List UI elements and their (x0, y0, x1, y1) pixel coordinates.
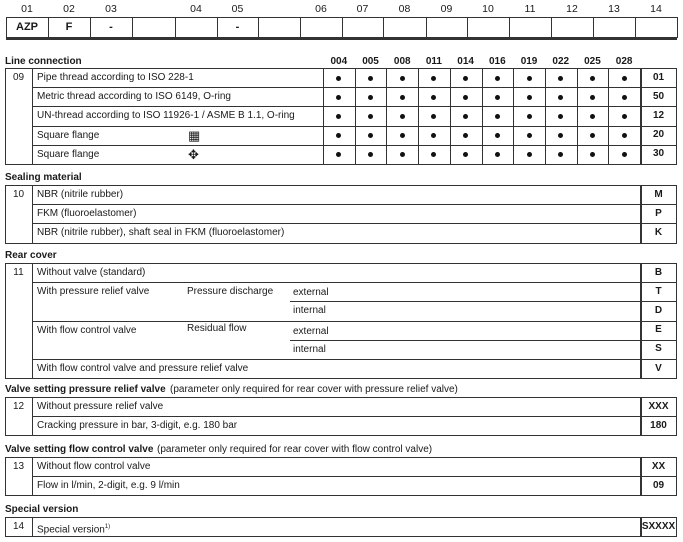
option-label: NBR (nitrile rubber) (37, 189, 124, 200)
availability-dot (400, 76, 405, 81)
size-label: 014 (457, 56, 474, 67)
option-sublabel: Residual flow (187, 322, 247, 334)
option-label: Without pressure relief valve (37, 401, 164, 412)
code-value: XX (651, 460, 666, 472)
code-box-9 (342, 17, 384, 38)
section-number: 14 (12, 521, 25, 532)
code-box-16 (635, 17, 678, 38)
availability-dot (527, 133, 532, 138)
option-label: Without flow control valve (37, 461, 151, 472)
availability-dot (527, 114, 532, 119)
position-label: 14 (650, 3, 662, 15)
code-value: 12 (652, 110, 665, 121)
section-number: 11 (13, 267, 24, 278)
availability-dot (463, 95, 468, 100)
divider (32, 106, 677, 107)
availability-dot (590, 114, 595, 119)
divider (32, 359, 677, 360)
code-value: T (655, 285, 662, 297)
size-label: 025 (584, 56, 601, 67)
divider (32, 321, 677, 322)
position-label: 13 (608, 3, 620, 15)
section-note: (parameter only required for rear cover with pressure relief valve) (170, 384, 458, 395)
option-label: Without valve (standard) (37, 267, 146, 278)
divider (482, 68, 483, 164)
code-value: 180 (650, 419, 667, 431)
availability-dot (495, 76, 500, 81)
availability-dot (336, 76, 341, 81)
availability-dot (527, 95, 532, 100)
code-value: 30 (652, 148, 665, 160)
code-box-13 (509, 17, 552, 38)
position-label: 12 (566, 3, 578, 15)
divider (323, 68, 324, 164)
divider (545, 68, 546, 164)
option-variant: external (293, 287, 329, 299)
code-value: S (655, 343, 662, 355)
position-label: 10 (482, 3, 494, 15)
option-sublabel: Pressure discharge (187, 286, 274, 298)
code-value: SXXXX (641, 520, 676, 532)
divider (32, 87, 677, 88)
option-label: Pipe thread according to ISO 228-1 (37, 72, 194, 83)
availability-dot (368, 76, 373, 81)
option-label: Flow in l/min, 2-digit, e.g. 9 l/min (37, 480, 180, 492)
divider (32, 68, 33, 164)
option-variant: internal (293, 343, 326, 355)
divider (32, 145, 677, 146)
size-label: 011 (425, 56, 442, 67)
availability-dot (527, 76, 532, 81)
code-box-value: - (109, 21, 113, 33)
code-value: 20 (652, 129, 665, 141)
availability-dot (400, 133, 405, 138)
section-number: 12 (12, 401, 25, 412)
code-box-5 (175, 17, 218, 38)
section-title: Special version (5, 504, 79, 515)
size-label: 022 (552, 56, 570, 67)
divider (32, 223, 677, 224)
option-label (37, 521, 110, 536)
position-label: 03 (105, 3, 117, 15)
divider (32, 204, 677, 205)
divider (640, 340, 677, 341)
divider (32, 185, 33, 243)
option-variant: internal (293, 305, 326, 317)
divider (450, 68, 451, 164)
code-value: K (654, 227, 663, 238)
code-box-value: AZP (16, 21, 38, 33)
code-value: 09 (652, 479, 665, 491)
code-box-8 (300, 17, 343, 38)
square-flange-cross-arrows-icon: ✥ (188, 146, 199, 162)
code-value: E (655, 324, 662, 336)
position-label: 08 (398, 3, 411, 15)
option-label: With flow control valve (37, 324, 137, 336)
size-label: 008 (393, 56, 411, 67)
divider (32, 126, 677, 127)
square-flange-pattern-icon: ▦ (188, 127, 201, 143)
availability-dot (590, 95, 595, 100)
divider (6, 38, 677, 40)
position-label: 07 (356, 3, 369, 15)
code-box-14 (551, 17, 594, 38)
divider (290, 301, 640, 302)
divider (32, 416, 677, 417)
availability-dot (622, 95, 627, 100)
section-title: Sealing material (5, 172, 82, 183)
position-label: 09 (440, 3, 453, 15)
position-label: 11 (524, 3, 536, 15)
section-title: Valve setting pressure relief valve (5, 384, 166, 395)
divider (32, 476, 677, 477)
size-label: 005 (362, 56, 379, 67)
code-value: B (654, 266, 663, 278)
footnote-marker: 1) (104, 524, 111, 530)
position-label: 04 (190, 3, 202, 15)
section-note: (parameter only required for rear cover with flow control valve) (157, 444, 433, 455)
option-label: With flow control valve and pressure relief valve (37, 363, 249, 374)
code-box-11 (426, 17, 468, 38)
code-box-10 (383, 17, 427, 38)
section-title: Valve setting flow control valve (5, 444, 154, 455)
section-title: Line connection (5, 56, 82, 67)
code-box-4 (132, 17, 176, 38)
size-label: 016 (489, 56, 506, 67)
divider (640, 301, 677, 302)
section-title: Rear cover (5, 250, 57, 261)
option-label: FKM (fluoroelastomer) (37, 208, 137, 220)
position-label: 06 (315, 3, 327, 15)
availability-dot (463, 76, 468, 81)
option-label: Square flange (37, 148, 100, 160)
code-value: P (655, 207, 662, 219)
section-number: 13 (12, 461, 25, 472)
size-label: 004 (330, 56, 348, 67)
availability-dot (622, 114, 627, 119)
code-value: XXX (648, 400, 669, 412)
code-value: 50 (652, 90, 665, 102)
option-label: Square flange (37, 129, 100, 141)
code-box-value: - (235, 21, 240, 33)
code-box-15 (593, 17, 636, 38)
divider (32, 282, 677, 283)
divider (418, 68, 419, 164)
special-version-label: Special version (37, 524, 105, 536)
option-variant: external (293, 325, 329, 337)
code-box-value: F (65, 21, 73, 33)
code-box-12 (467, 17, 510, 38)
availability-dot (400, 95, 405, 100)
availability-dot (558, 76, 563, 81)
position-label: 01 (21, 3, 33, 15)
section-number: 09 (12, 72, 25, 83)
option-label: Cracking pressure in bar, 3-digit, e.g. 180 bar (37, 420, 238, 432)
option-label: With pressure relief valve (37, 286, 150, 298)
option-label: UN-thread according to ISO 11926-1 / ASME B 1.1, O-ring (37, 110, 295, 122)
option-label: Metric thread according to ISO 6149, O-ring (37, 91, 231, 103)
code-value: 01 (652, 71, 665, 83)
divider (577, 68, 578, 164)
availability-dot (622, 133, 627, 138)
divider (355, 68, 356, 164)
option-label: NBR (nitrile rubber), shaft seal in FKM (fluoroelastomer) (37, 227, 285, 239)
section-number: 10 (12, 189, 25, 200)
divider (290, 340, 640, 341)
availability-dot (590, 76, 595, 81)
code-box-7 (258, 17, 301, 38)
divider (513, 68, 514, 164)
availability-dot (495, 114, 500, 119)
availability-dot (400, 114, 405, 119)
code-value: M (654, 188, 663, 200)
code-value: D (654, 305, 663, 316)
divider (386, 68, 387, 164)
position-label: 02 (63, 3, 75, 15)
divider (32, 517, 33, 536)
code-value: V (655, 362, 662, 374)
availability-dot (495, 95, 500, 100)
divider (608, 68, 609, 164)
position-label: 05 (231, 3, 244, 15)
size-label: 019 (520, 56, 538, 67)
availability-dot (622, 76, 627, 81)
size-label: 028 (615, 56, 633, 67)
availability-dot (368, 95, 373, 100)
